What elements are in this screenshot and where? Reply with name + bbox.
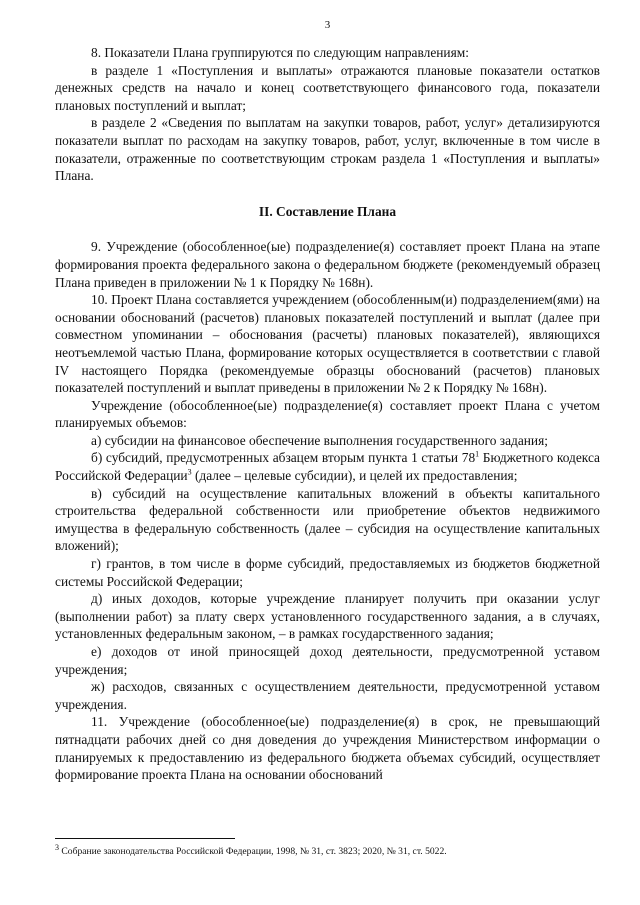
footnote-text: Собрание законодательства Российской Федерации, 1998, № 31, ст. 3823; 2020, № 31, ст. 5022. <box>59 846 447 857</box>
list-item-a: а) субсидии на финансовое обеспечение выполнения государственного задания; <box>91 432 548 448</box>
footnote-reference: 3 <box>187 467 192 477</box>
page-number: 3 <box>324 19 331 31</box>
paragraph-10: 10. Проект Плана составляется учреждением (обособленным(и) подразделением(ями) на основании обоснований (расчетов) плановых показателей поступлений и выплат (далее при совместном упоминании – обоснования (расчеты) плановых показателей), являющихся неотъемлемой частью Плана, формирование которых осуществляется в соответствии с главой IV настоящего Порядка (рекомендуемые образцы обоснований (расчетов) плановых показателей поступлений и выплат приведены в приложении № 2 к Порядку № 168н). <box>55 292 600 396</box>
list-item-b-middle: Бюджетного кодекса Российской Федерации <box>55 450 600 484</box>
footnote-divider <box>55 838 235 839</box>
article-superscript: 1 <box>475 450 480 459</box>
list-item-g: г) грантов, в том числе в форме субсидий, предоставляемых из бюджетов бюджетной системы Российской Федерации; <box>55 556 600 589</box>
paragraph-section-2: в разделе 2 «Сведения по выплатам на закупки товаров, работ, услуг» детализируются показатели выплат по расходам на закупку товаров, работ, услуг, включенные в том числе в показатели, отраженные по соответствующим строкам раздела 1 «Поступления и выплаты» Плана. <box>55 115 600 184</box>
list-item-b-start: б) субсидий, предусмотренных абзацем вторым пункта 1 статьи 78 <box>91 450 476 466</box>
paragraph-8: 8. Показатели Плана группируются по следующим направлениям: <box>91 45 469 60</box>
paragraph-9: 9. Учреждение (обособленное(ые) подразделение(я) составляет проект Плана на этапе формирования проекта федерального закона о федеральном бюджете (рекомендуемый образец Плана приведен в приложении № 1 к Порядку № 168н). <box>55 239 600 290</box>
list-item-b <box>55 449 600 484</box>
list-item-v: в) субсидий на осуществление капитальных вложений в объекты капитального строительства федеральной собственности или приобретение объектов недвижимого имущества в федеральную собственность (далее – субсидия на осуществление капитальных вложений); <box>55 485 600 554</box>
paragraph-planned-volumes: Учреждение (обособленное(ые) подразделение(я) составляет проект Плана с учетом планируемых объемов: <box>55 397 600 431</box>
paragraph-11: 11. Учреждение (обособленное(ые) подразделение(я) в срок, не превышающий пятнадцати рабочих дней со дня доведения до учреждения Министерством информации о планируемых к предоставлению из федерального бюджета объемах субсидий, осуществляет формирование проекта Плана на основании обоснований <box>55 714 600 783</box>
paragraph-section-1: в разделе 1 «Поступления и выплаты» отражаются плановые показатели остатков денежных средств на начало и конец соответствующего финансового года, показатели плановых поступлений и выплат; <box>55 62 600 113</box>
list-item-e: е) доходов от иной приносящей доход деятельности, предусмотренной уставом учреждения; <box>55 644 600 677</box>
section-heading: II. Составление Плана <box>258 203 397 219</box>
list-item-zh: ж) расходов, связанных с осуществлением деятельности, предусмотренной уставом учреждения. <box>55 679 600 712</box>
footnote-mark: 3 <box>55 842 59 852</box>
list-item-d: д) иных доходов, которые учреждение планирует получить при оказании услуг (выполнении работ) за плату сверх установленного государственного задания, а в случаях, установленных федеральным законом, – в рамках государственного задания; <box>55 591 600 642</box>
footnote <box>55 842 447 858</box>
list-item-b-end: (далее – целевые субсидии), и целей их предоставления; <box>191 468 518 484</box>
